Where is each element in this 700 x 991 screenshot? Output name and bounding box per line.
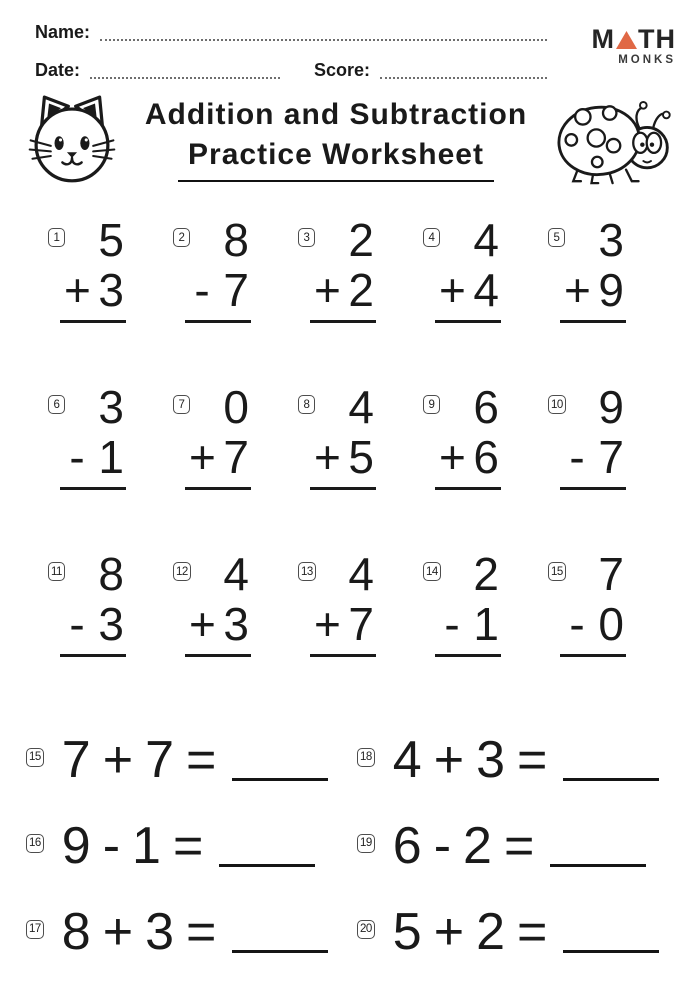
problem-number-badge: 11 xyxy=(48,562,65,581)
vertical-problem xyxy=(423,216,501,323)
vertical-problem xyxy=(423,383,501,490)
answer-blank[interactable] xyxy=(232,950,328,953)
bottom-operand: 7 xyxy=(223,431,249,483)
problem-number-badge: 9 xyxy=(423,395,440,414)
vertical-problem xyxy=(48,216,126,323)
equals-sign: = xyxy=(517,903,548,961)
bottom-operand: 7 xyxy=(223,264,249,316)
operator: - xyxy=(569,431,585,483)
problem-number-badge: 17 xyxy=(26,920,44,939)
operator: + xyxy=(64,264,91,316)
top-operand: 0 xyxy=(223,381,249,433)
operator: - xyxy=(569,598,585,650)
logo-text-after: TH xyxy=(638,24,676,54)
horizontal-problem xyxy=(357,731,672,789)
answer-line[interactable] xyxy=(185,654,251,657)
operand-b: 1 xyxy=(132,817,161,875)
problem-number-badge: 16 xyxy=(26,834,44,853)
top-operand: 4 xyxy=(348,381,374,433)
vertical-problems-row-3 xyxy=(0,550,700,657)
operator: - xyxy=(69,431,85,483)
horizontal-problem xyxy=(26,731,357,789)
top-operand: 3 xyxy=(598,214,624,266)
operator: + xyxy=(439,431,466,483)
problem-number-badge: 20 xyxy=(357,920,375,939)
vertical-problem xyxy=(173,216,251,323)
problem-number-badge: 13 xyxy=(298,562,316,581)
operator: - xyxy=(102,817,121,875)
problem-number-badge: 15 xyxy=(548,562,566,581)
bottom-operand: 7 xyxy=(348,598,374,650)
vertical-problem xyxy=(173,550,251,657)
operand-a: 6 xyxy=(392,817,422,875)
top-operand: 8 xyxy=(223,214,249,266)
horizontal-row xyxy=(26,803,672,889)
answer-line[interactable] xyxy=(60,654,126,657)
top-operand: 4 xyxy=(473,214,499,266)
operator: - xyxy=(433,817,452,875)
operator: - xyxy=(194,264,210,316)
problem-number-badge: 2 xyxy=(173,228,190,247)
operator: + xyxy=(314,264,341,316)
problem-number-badge: 18 xyxy=(357,748,375,767)
answer-blank[interactable] xyxy=(219,864,315,867)
horizontal-problem xyxy=(357,903,672,961)
operand-a: 5 xyxy=(392,903,422,961)
operand-a: 8 xyxy=(61,903,91,961)
answer-line[interactable] xyxy=(310,487,376,490)
problem-number-badge: 3 xyxy=(298,228,315,247)
top-operand: 6 xyxy=(473,381,499,433)
vertical-problem xyxy=(548,550,626,657)
answer-blank[interactable] xyxy=(232,778,328,781)
vertical-problem xyxy=(298,216,376,323)
operator: + xyxy=(433,731,465,789)
answer-blank[interactable] xyxy=(550,864,646,867)
answer-line[interactable] xyxy=(310,320,376,323)
operand-b: 2 xyxy=(463,817,492,875)
vertical-problems-row-1 xyxy=(0,216,700,323)
date-line[interactable] xyxy=(90,77,280,79)
bottom-operand: 0 xyxy=(598,598,624,650)
top-operand: 3 xyxy=(98,381,124,433)
operand-a: 4 xyxy=(392,731,422,789)
answer-line[interactable] xyxy=(185,487,251,490)
operator: + xyxy=(102,903,134,961)
top-operand: 4 xyxy=(223,548,249,600)
problem-number-badge: 7 xyxy=(173,395,190,414)
bottom-operand: 1 xyxy=(98,431,124,483)
operand-a: 7 xyxy=(61,731,91,789)
operator: + xyxy=(102,731,134,789)
logo-text-before: M xyxy=(591,24,615,54)
ladybug-icon xyxy=(554,90,676,186)
top-operand: 8 xyxy=(98,548,124,600)
vertical-problems-row-2 xyxy=(0,383,700,490)
operator: + xyxy=(314,598,341,650)
logo-subtitle: MONKS xyxy=(618,54,676,66)
top-operand: 5 xyxy=(98,214,124,266)
title-line-1: Addition and Subtraction xyxy=(144,97,528,131)
title-line-2: Practice Worksheet xyxy=(178,135,494,182)
worksheet-title xyxy=(118,95,554,182)
operator: + xyxy=(189,431,216,483)
operand-b: 7 xyxy=(145,731,175,789)
equals-sign: = xyxy=(172,817,204,875)
operator: - xyxy=(444,598,460,650)
operator: + xyxy=(564,264,591,316)
answer-line[interactable] xyxy=(560,320,626,323)
answer-line[interactable] xyxy=(560,487,626,490)
header xyxy=(0,0,700,82)
operator: + xyxy=(439,264,466,316)
problem-number-badge: 12 xyxy=(173,562,191,581)
name-row xyxy=(35,20,547,44)
horizontal-row xyxy=(26,889,672,975)
bottom-operand: 3 xyxy=(98,264,124,316)
bottom-operand: 1 xyxy=(473,598,499,650)
triangle-icon xyxy=(616,31,637,49)
horizontal-problems-section xyxy=(0,717,700,975)
vertical-problem xyxy=(548,216,626,323)
problem-number-badge: 15 xyxy=(26,748,44,767)
problem-number-badge: 4 xyxy=(423,228,440,247)
answer-line[interactable] xyxy=(310,654,376,657)
bottom-operand: 3 xyxy=(98,598,124,650)
equals-sign: = xyxy=(186,731,217,789)
math-monks-logo xyxy=(592,26,677,66)
name-line[interactable] xyxy=(100,39,547,41)
horizontal-problem xyxy=(357,817,672,875)
score-line[interactable] xyxy=(380,77,547,79)
answer-blank[interactable] xyxy=(563,950,659,953)
horizontal-row xyxy=(26,717,672,803)
bottom-operand: 3 xyxy=(223,598,249,650)
top-operand: 2 xyxy=(348,214,374,266)
answer-line[interactable] xyxy=(435,654,501,657)
operator: - xyxy=(69,598,85,650)
operand-b: 3 xyxy=(145,903,175,961)
bottom-operand: 4 xyxy=(473,264,499,316)
equals-sign: = xyxy=(517,731,548,789)
date-label: Date: xyxy=(35,60,81,80)
operand-b: 3 xyxy=(476,731,506,789)
date-score-row xyxy=(35,58,547,82)
problem-number-badge: 8 xyxy=(298,395,315,414)
vertical-problem xyxy=(298,550,376,657)
answer-line[interactable] xyxy=(60,320,126,323)
vertical-problem xyxy=(48,383,126,490)
operand-a: 9 xyxy=(61,817,91,875)
answer-line[interactable] xyxy=(60,487,126,490)
equals-sign: = xyxy=(503,817,535,875)
problem-number-badge: 19 xyxy=(357,834,375,853)
vertical-problem xyxy=(548,383,626,490)
answer-line[interactable] xyxy=(185,320,251,323)
vertical-problem xyxy=(173,383,251,490)
answer-line[interactable] xyxy=(560,654,626,657)
top-operand: 4 xyxy=(348,548,374,600)
problem-number-badge: 14 xyxy=(423,562,441,581)
bottom-operand: 9 xyxy=(598,264,624,316)
logo-wordmark xyxy=(592,26,677,53)
title-section xyxy=(0,82,700,186)
problem-number-badge: 1 xyxy=(48,228,65,247)
answer-line[interactable] xyxy=(435,487,501,490)
answer-blank[interactable] xyxy=(563,778,659,781)
cat-icon xyxy=(26,91,118,186)
score-label: Score: xyxy=(314,60,371,80)
operand-b: 2 xyxy=(476,903,506,961)
name-label: Name: xyxy=(35,22,91,42)
bottom-operand: 7 xyxy=(598,431,624,483)
top-operand: 7 xyxy=(598,548,624,600)
top-operand: 9 xyxy=(598,381,624,433)
bottom-operand: 6 xyxy=(473,431,499,483)
equals-sign: = xyxy=(186,903,217,961)
problem-number-badge: 10 xyxy=(548,395,566,414)
top-operand: 2 xyxy=(473,548,499,600)
operator: + xyxy=(189,598,216,650)
bottom-operand: 5 xyxy=(348,431,374,483)
operator: + xyxy=(314,431,341,483)
answer-line[interactable] xyxy=(435,320,501,323)
vertical-problem xyxy=(298,383,376,490)
vertical-problem xyxy=(423,550,501,657)
problem-number-badge: 6 xyxy=(48,395,65,414)
vertical-problem xyxy=(48,550,126,657)
bottom-operand: 2 xyxy=(348,264,374,316)
operator: + xyxy=(433,903,465,961)
horizontal-problem xyxy=(26,903,357,961)
horizontal-problem xyxy=(26,817,357,875)
problem-number-badge: 5 xyxy=(548,228,565,247)
